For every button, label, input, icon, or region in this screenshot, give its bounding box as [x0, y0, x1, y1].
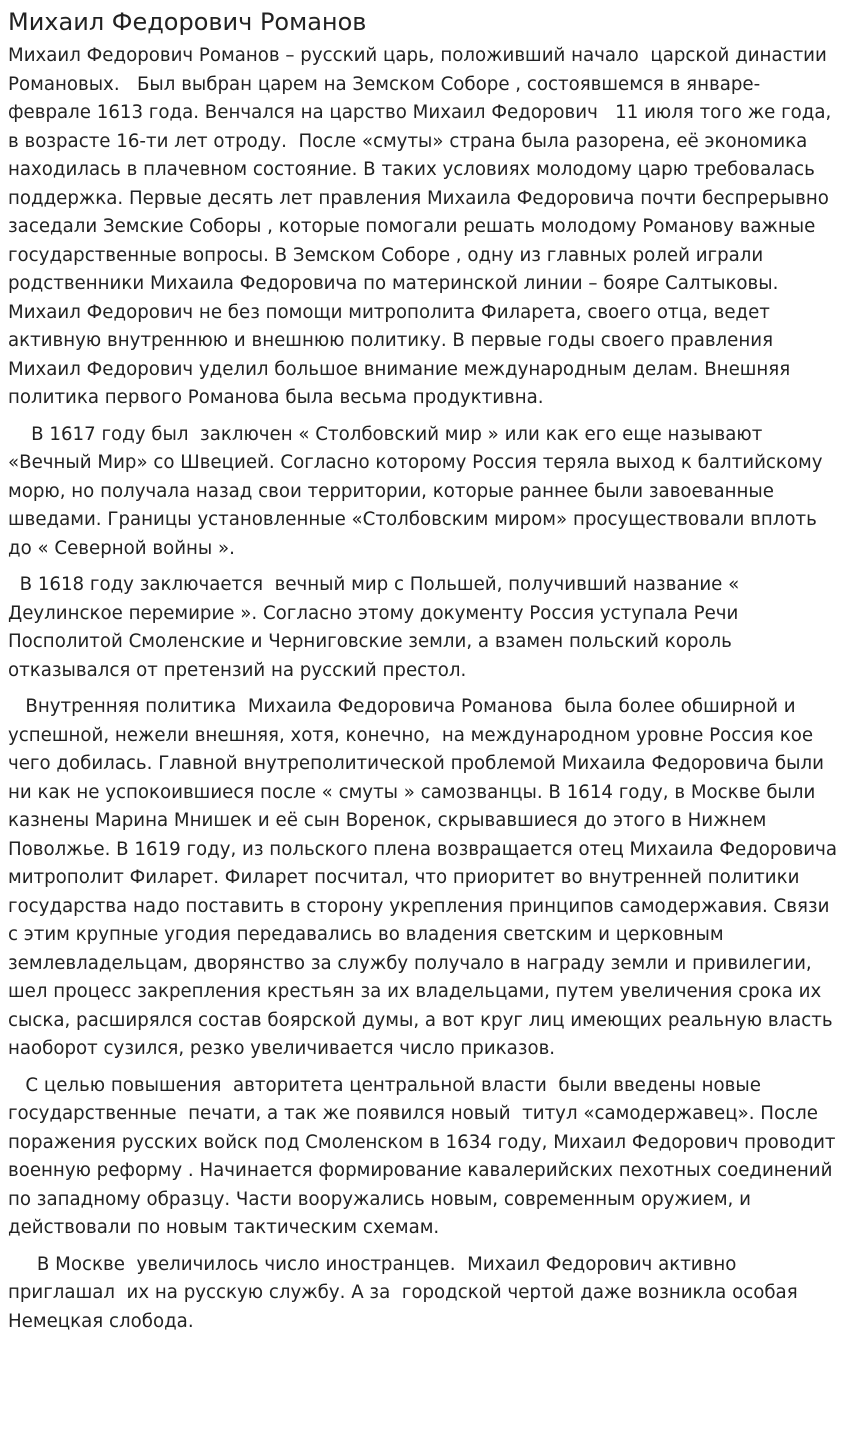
paragraph-5: С целью повышения авторитета центральной власти были введены новые государственные печати, а так же появился новый титул «самодержавец». После поражения русских войск под Смоленском в 1634 году, Михаил Федорович проводит военную реформу . Начинается формирование кавалерийских пехотных соединений по западному образцу. Части вооружались новым, современным оружием, и действовали по новым тактическим схемам.	[8, 1074, 842, 1238]
paragraph-6: В Москве увеличилось число иностранцев. Михаил Федорович активно приглашал их на русскую службу. А за городской чертой даже возникла особая Немецкая слобода.	[8, 1253, 804, 1332]
paragraph-2: В 1617 году был заключен « Столбовский мир » или как его еще называют «Вечный Мир» со Швецией. Согласно которому Россия теряла выход к балтийскому морю, но получала назад свои территории, которые раннее были завоеванные шведами. Границы установленные «Столбовским миром» просуществовали вплоть до « Северной войны ».	[8, 423, 829, 559]
paragraph-4: Внутренняя политика Михаила Федоровича Романова была более обширной и успешной, нежели внешняя, хотя, конечно, на международном уровне Россия кое чего добилась. Главной внутреполитической проблемой Михаила Федоровича были ни как не успокоившиеся после « смуты » самозванцы. В 1614 году, в Москве были казнены Марина Мнишек и её сын Воренок, скрывавшиеся до этого в Нижнем Поволжье. В 1619 году, из польского плена возвращается отец Михаила Федоровича митрополит Филарет. Филарет посчитал, что приоритет во внутренней политики государства надо поставить в сторону укрепления принципов самодержавия. Связи с этим крупные угодия передавались во владения светским и церковным землевладельцам, дворянство за службу получало в награду земли и привилегии, шел процесс закрепления крестьян за их владельцами, путем увеличения срока их сыска, расширялся состав боярской думы, а вот круг лиц имеющих реальную власть наоборот сузился, резко увеличивается число приказов.	[8, 696, 843, 1059]
paragraph-1: Михаил Федорович Романов – русский царь, положивший начало царской династии Романовых. Был выбран царем на Земском Соборе , состоявшемся в январе-феврале 1613 года. Венчался на царство Михаил Федорович 11 июля того же года, в возрасте 16-ти лет отроду. После «смуты» страна была разорена, её экономика находилась в плачевном состояние. В таких условиях молодому царю требовалась поддержка. Первые десять лет правления Михаила Федоровича почти беспрерывно заседали Земские Соборы , которые помогали решать молодому Романову важные государственные вопросы. В Земском Соборе , одну из главных ролей играли родственники Михаила Федоровича по материнской линии – бояре Салтыковы. Михаил Федорович не без помощи митрополита Филарета, своего отца, ведет активную внутреннюю и внешнюю политику. В первые годы своего правления Михаил Федорович уделил большое внимание международным делам. Внешняя политика первого Романова была весьма продуктивна.	[8, 45, 838, 408]
article-title: Михаил Федорович Романов	[8, 8, 367, 36]
paragraph-3: В 1618 году заключается вечный мир с Польшей, получивший название « Деулинское перемирие ». Согласно этому документу Россия уступала Речи Посполитой Смоленские и Черниговские земли, а взамен польский король отказывался от претензий на русский престол.	[8, 574, 746, 681]
